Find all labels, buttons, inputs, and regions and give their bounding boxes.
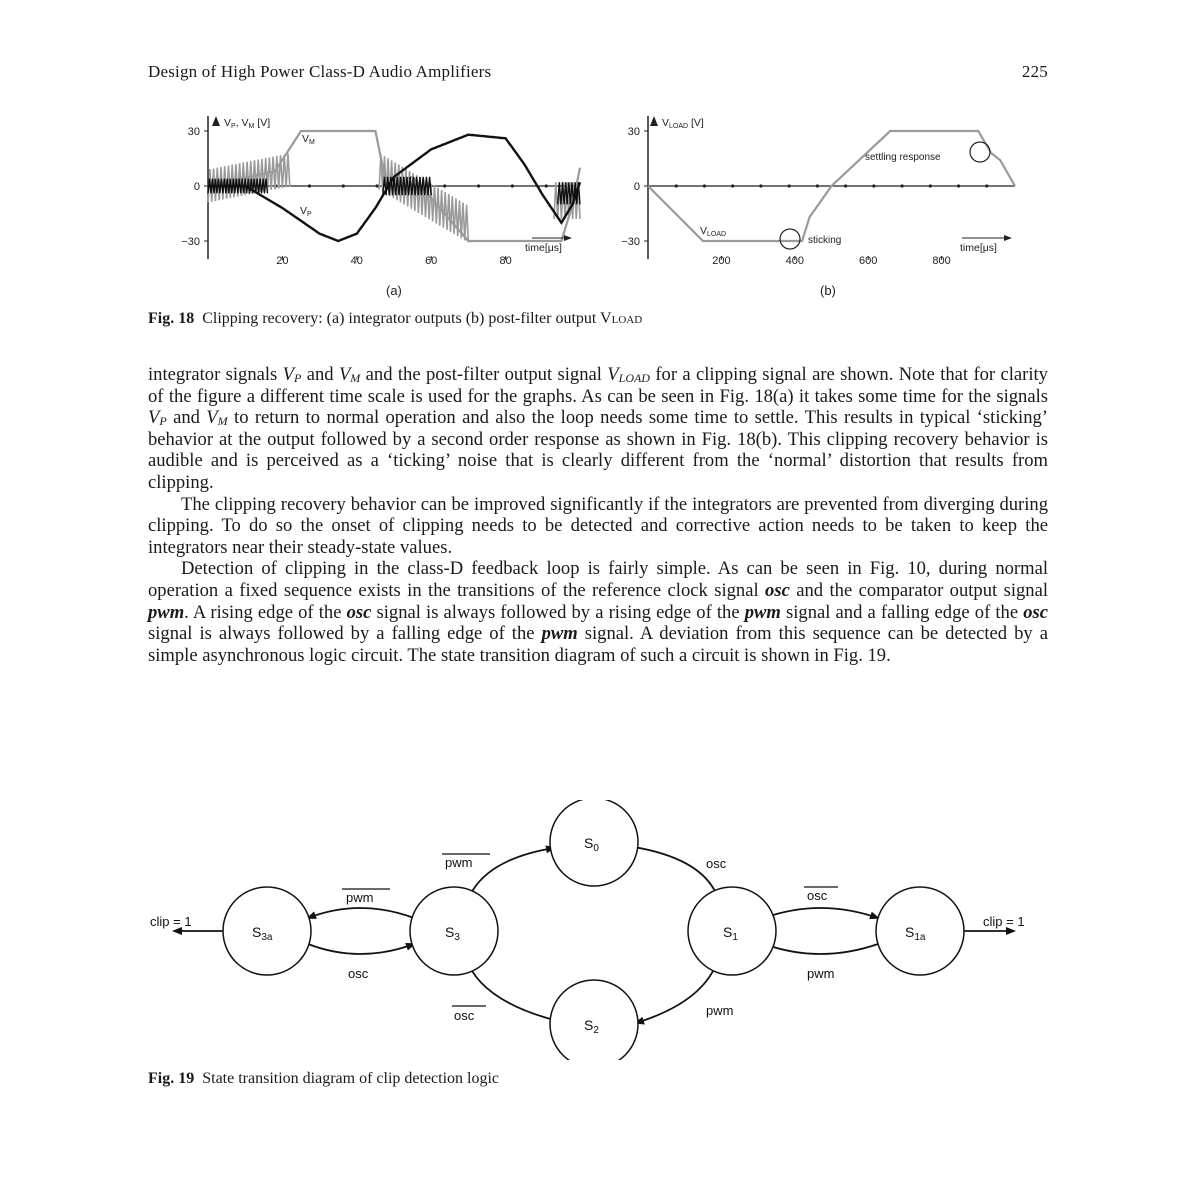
state-s3a-label: $S_{3a}$ [252,924,273,943]
vload-label: VLOAD [700,225,727,238]
axis-dot [511,184,514,187]
x-tick-label: 200 [712,255,731,267]
text-run: V [607,364,619,385]
label-s1-s2: pwm [706,1003,734,1018]
figure-19-caption-label: Fig. 19 [148,1070,195,1087]
text-run: signal is always followed by a falling edge of the [148,623,542,645]
label-s1-s1a: osc [807,888,828,903]
page-number: 225 [1021,62,1048,81]
text-run: signal and a falling edge of the [780,601,1024,623]
x-tick-label: 80 [499,255,512,267]
state-s2 [550,980,638,1060]
axis-dot [675,184,678,187]
state-s1a-label: $S_{1a}$ [905,924,926,943]
x-tick-label: 600 [859,255,878,267]
state-s1-label: $S_1$ [723,924,738,943]
figure-19-caption-text: State transition diagram of clip detection logic [202,1070,500,1087]
y-tick-label: 0 [633,181,640,193]
text-run: pwm [148,601,185,623]
sticking-label: sticking [808,235,842,246]
figure-18-plots [140,104,1060,304]
text-run: pwm [744,601,781,623]
paragraph [148,364,1048,494]
panel-b-time-arrow-head [1004,235,1012,241]
text-run: M [350,371,361,385]
figure-18-caption-text: Clipping recovery: (a) integrator outputs (b) post-filter output V [202,310,612,327]
label-s3a-s3: osc [348,966,369,981]
state-s3a [223,887,311,975]
settling-label: settling response [865,152,941,163]
axis-dot [545,184,548,187]
x-tick-label: 400 [785,255,804,267]
arc-s3-s3a [308,908,414,918]
y-tick-label: −30 [181,236,200,248]
y-tick-label: 30 [187,126,200,138]
x-tick-label: 20 [276,255,289,267]
paragraph [148,558,1048,666]
panel-b-y-arrow [650,116,658,126]
axis-dot [900,184,903,187]
panel-b [621,116,1015,298]
axis-dot [703,184,706,187]
label-clip-left: clip = 1 [150,914,192,929]
text-run: pwm [541,623,578,645]
label-s3-s3a: pwm [346,890,374,905]
panel-b-xlabel: time[μs] [960,242,997,254]
label-s3-s0: pwm [445,855,473,870]
arc-s1a-s1 [764,944,878,954]
figure-18-caption-label: Fig. 18 [148,310,195,327]
x-tick-label: 40 [350,255,363,267]
panel-b-letter: (b) [820,283,836,298]
panel-a [181,116,580,298]
text-run: to return to normal operation and also the loop needs some time to settle. This results in typical ‘sticking’ behavior at the output followed by a second order response as shown in Fig. 18(b). This clipping recovery behavior is audible and is perceived as a ‘ticking’ noise that is clearly different from the ‘normal’ distortion that results from clipping. [148,407,1048,493]
text-run: osc [1023,601,1049,623]
axis-dot [872,184,875,187]
panel-a-time-arrow-head [564,235,572,241]
label-s2-s3: osc [454,1008,475,1023]
text-run: P [159,414,167,429]
state-s1a [876,887,964,975]
y-tick-label: 0 [193,181,200,193]
state-s2-label: $S_2$ [584,1017,599,1036]
running-head-title: Design of High Power Class-D Audio Amplifiers [148,62,492,81]
vp-label: VP [300,205,312,218]
text-run: osc [765,579,790,601]
text-run: LOAD [618,371,650,385]
state-s0-label: $S_0$ [584,835,599,854]
x-tick-label: 60 [425,255,438,267]
running-head [148,62,1048,86]
axis-dot [844,184,847,187]
panel-a-xlabel: time[μs] [525,242,562,254]
axis-dot [477,184,480,187]
state-diagram [140,800,1060,1060]
text-run: M [217,414,228,429]
x-tick-label: 800 [932,255,951,267]
text-run: and the post-filter output signal [360,364,608,385]
axis-dot [308,184,311,187]
text-run: V [338,364,351,385]
label-s1a-s1: pwm [807,966,835,981]
text-run: osc [346,601,372,623]
arc-s1-s1a [764,908,878,918]
text-run: signal. A deviation from this sequence can be detected by a simple asynchronous logic circuit. The state transition diagram of such a circuit is shown in Fig. 19. [148,623,1049,666]
axis-dot [957,184,960,187]
label-clip-right: clip = 1 [983,914,1025,929]
axis-dot [929,184,932,187]
text-run: V [206,407,218,429]
y-tick-label: 30 [627,126,640,138]
settling-marker [970,142,990,162]
paragraph [148,494,1048,559]
label-s0-s1: osc [706,856,727,871]
text-run: for a clipping signal are shown. Note that for clarity of the figure a different time scale is used for the graphs. As can be seen in Fig. 18(a) it takes some time for the signals [148,364,1048,407]
figure-18-caption-sub: LOAD [611,314,643,326]
text-run: and the comparator output signal [789,579,1049,601]
text-run: Detection of clipping in the class-D feedback loop is fairly simple. As can be seen in Fig. 10, during normal operation a fixed sequence exists in the transitions of the reference clock signal [148,558,1048,601]
state-s3-label: $S_3$ [445,924,460,943]
body-text [148,364,1048,666]
text-run: P [294,371,302,385]
panel-a-ylabel: VP, VM [V] [224,117,271,130]
figure-19-caption [148,1070,499,1088]
text-run: The clipping recovery behavior can be improved significantly if the integrators are prevented from diverging during clipping. To do so the onset of clipping needs to be detected and corrective action needs to be taken to keep the integrators near their steady-state values. [148,493,1048,558]
text-run: integrator signals [148,364,283,385]
axis-dot [375,184,378,187]
figure-18 [140,104,1060,304]
panel-b-ylabel: VLOAD [V] [662,117,704,130]
vm-label: VM [302,133,315,146]
panel-a-letter: (a) [386,283,402,298]
axis-dot [759,184,762,187]
arc-s3a-s3 [308,944,414,954]
figure-19 [140,800,1060,1060]
text-run: . A rising edge of the [184,601,347,623]
figure-18-caption [148,310,642,328]
axis-dot [342,184,345,187]
axis-dot [985,184,988,187]
axis-dot [816,184,819,187]
axis-dot [788,184,791,187]
text-run: signal is always followed by a rising edge of the [371,601,745,623]
text-run: V [148,407,160,429]
text-run: and [166,407,207,429]
text-run: and [301,364,339,385]
text-run: V [282,364,295,385]
axis-dot [443,184,446,187]
y-tick-label: −30 [621,236,640,248]
axis-dot [731,184,734,187]
panel-a-y-arrow [212,116,220,126]
sticking-marker [780,229,800,249]
